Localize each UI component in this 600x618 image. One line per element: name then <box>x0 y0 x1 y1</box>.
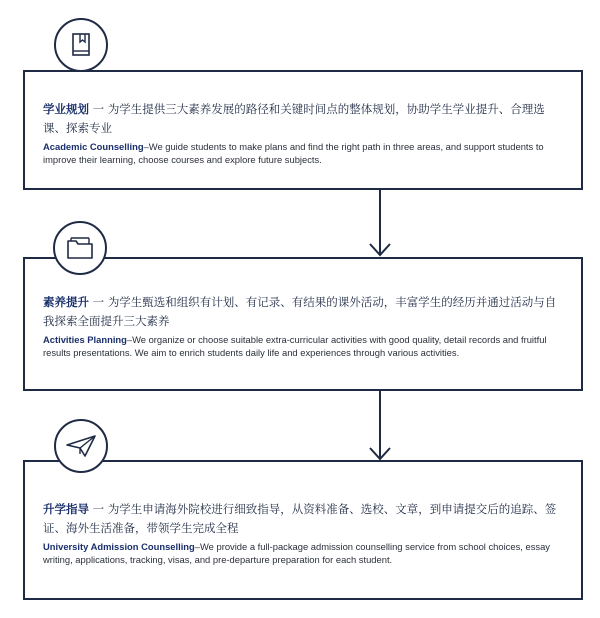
step-card-admission <box>23 460 583 600</box>
step-title-cn: 学业规划 <box>43 102 89 116</box>
step-desc-en: –We organize or choose suitable extra-curricular activities with good quality, detail records and fruitful results presentations. We aim to enrich students daily life and experiences through various activities. <box>43 334 547 358</box>
step-title-en: Activities Planning <box>43 334 127 345</box>
separator: 一 <box>89 102 108 116</box>
step-desc-cn: 为学生提供三大素养发展的路径和关键时间点的整体规划，协助学生学业提升、合理选课、探索专业 <box>43 102 545 135</box>
step-card-activities <box>23 257 583 391</box>
down-arrow-2 <box>360 389 400 461</box>
down-arrow-1 <box>360 188 400 260</box>
paper-plane-icon <box>54 419 108 473</box>
step-desc-cn: 为学生甄选和组织有计划、有记录、有结果的课外活动，丰富学生的经历并通过活动与自我探索全面提升三大素养 <box>43 295 557 328</box>
step-desc-en: –We provide a full-package admission counselling service from school choices, essay writing, applications, tracking, visas, and pre-departure preparation for each student. <box>43 541 550 565</box>
folder-icon <box>53 221 107 275</box>
step-title-en: Academic Counselling <box>43 141 144 152</box>
step-title-cn: 升学指导 <box>43 502 89 516</box>
step-card-academic <box>23 70 583 190</box>
step-desc-en: –We guide students to make plans and find the right path in three areas, and support students to improve their learning, choose courses and explore future subjects. <box>43 141 544 165</box>
separator: 一 <box>89 502 108 516</box>
separator: 一 <box>89 295 108 309</box>
step-desc-cn: 为学生申请海外院校进行细致指导，从资料准备、选校、文章，到申请提交后的追踪、签证、海外生活准备，带领学生完成全程 <box>43 502 557 535</box>
step-title-cn: 素养提升 <box>43 295 89 309</box>
book-icon <box>54 18 108 72</box>
step-title-en: University Admission Counselling <box>43 541 195 552</box>
